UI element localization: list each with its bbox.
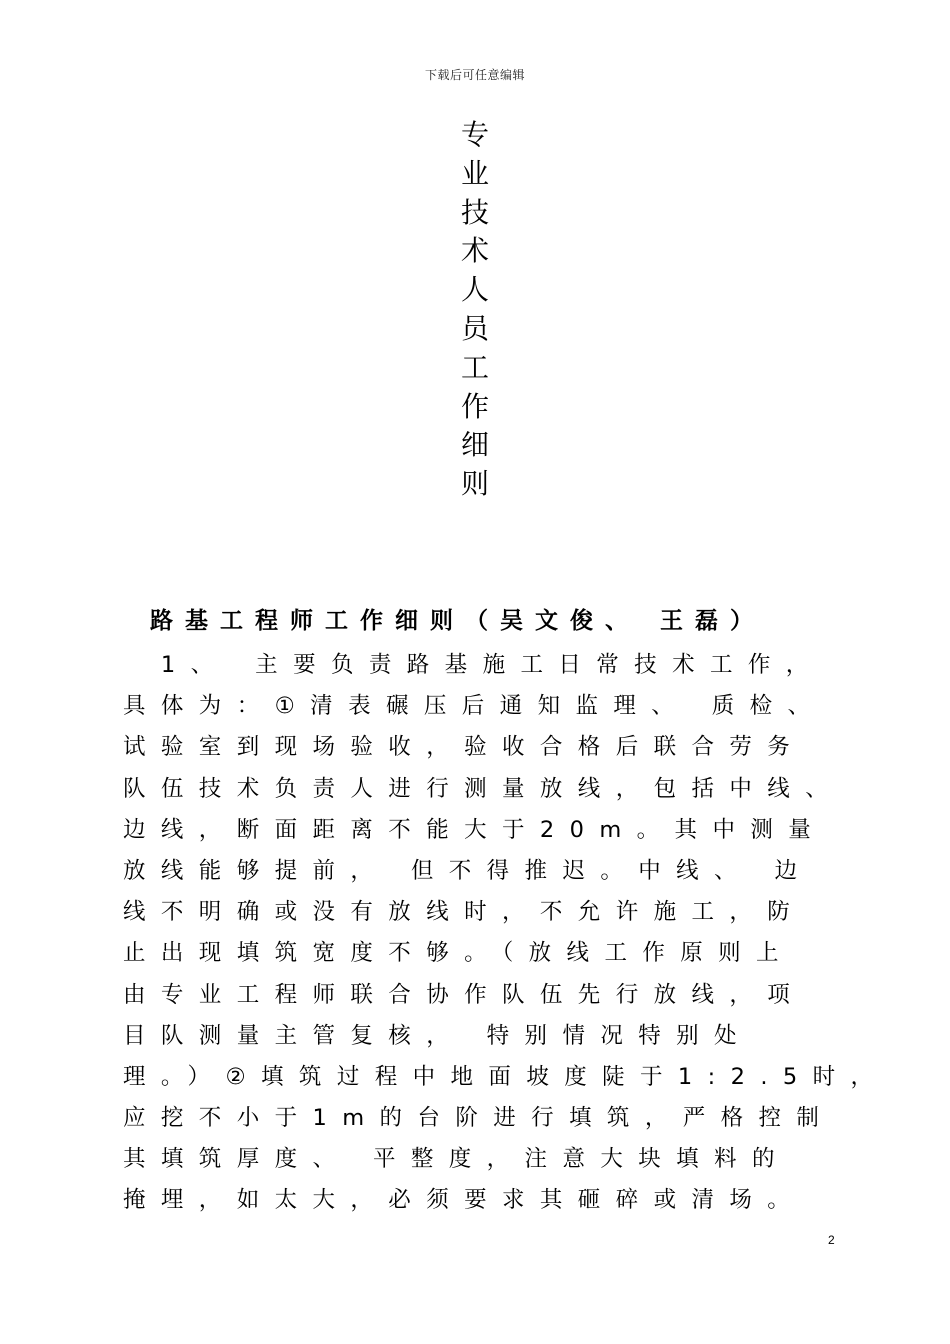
body-line: 放线能够提前， 但不得推迟。中线、 边 bbox=[123, 857, 813, 884]
title-char: 则 bbox=[460, 467, 489, 501]
title-char: 术 bbox=[460, 234, 489, 268]
title-char: 工 bbox=[460, 350, 489, 384]
body-line: 试验室到现场验收，验收合格后联合劳务 bbox=[123, 734, 806, 761]
body-line: 线不明确或没有放线时，不允许施工，防 bbox=[123, 899, 806, 926]
body-line: 其填筑厚度、 平整度，注意大块填料的 bbox=[123, 1146, 790, 1173]
body-line: 由专业工程师联合协作队伍先行放线，项 bbox=[123, 981, 806, 1008]
body-line: 1、 主要负责路基施工日常技术工作， bbox=[123, 652, 824, 678]
title-char: 专 bbox=[460, 118, 489, 151]
body-line: 具体为：①清表碾压后通知监理、 质检、 bbox=[123, 693, 826, 720]
title-char: 作 bbox=[460, 389, 489, 423]
title-char: 细 bbox=[460, 428, 489, 462]
page-number: 2 bbox=[828, 1233, 835, 1247]
body-line: 理。）②填筑过程中地面坡度陡于1:2.5时， bbox=[123, 1063, 889, 1090]
body-line: 掩埋，如太大，必须要求其砸碎或清场。 bbox=[123, 1187, 806, 1214]
body-line: 队伍技术负责人进行测量放线，包括中线、 bbox=[123, 775, 844, 802]
section-heading: 路基工程师工作细则（吴文俊、 王磊） bbox=[150, 608, 766, 634]
title-char: 业 bbox=[460, 156, 489, 190]
body-line: 应挖不小于1m的台阶进行填筑，严格控制 bbox=[123, 1105, 835, 1132]
header-note: 下载后可任意编辑 bbox=[424, 68, 525, 82]
body-line: 止出现填筑宽度不够。（放线工作原则上 bbox=[123, 940, 794, 967]
title-char: 员 bbox=[460, 311, 489, 345]
body-text bbox=[123, 645, 889, 1222]
body-line: 目队测量主管复核， 特别情况特别处 bbox=[123, 1022, 752, 1049]
body-line: 边线，断面距离不能大于20m。其中测量 bbox=[123, 816, 827, 843]
title-char: 技 bbox=[460, 195, 489, 229]
vertical-title bbox=[455, 116, 495, 504]
title-char: 人 bbox=[460, 273, 489, 307]
